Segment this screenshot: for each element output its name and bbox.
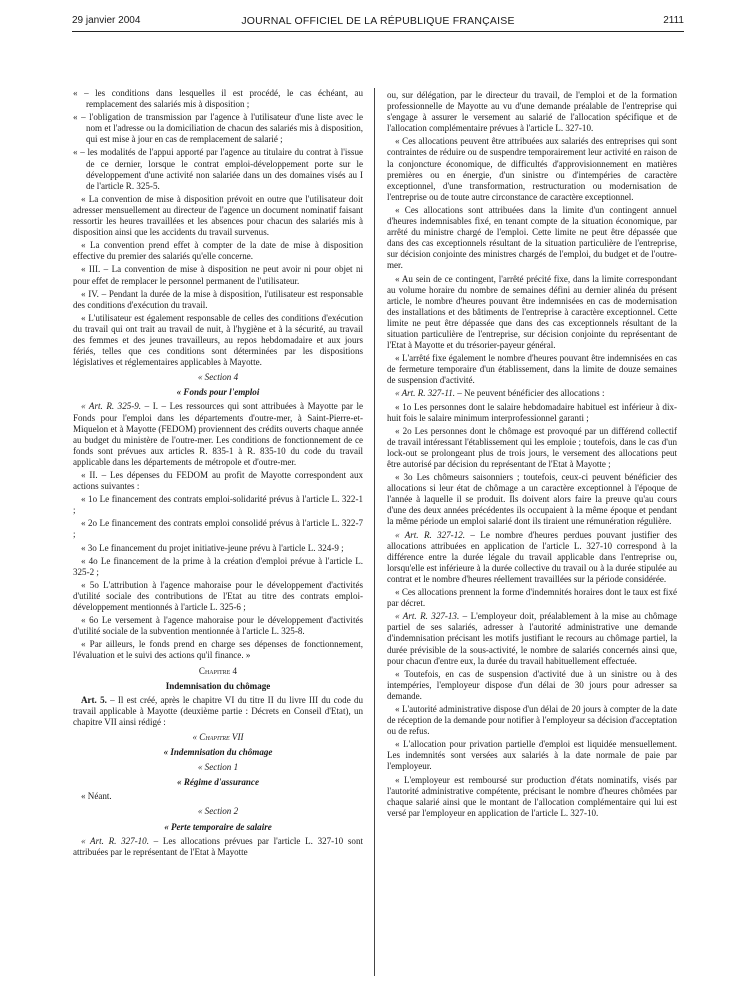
- list-item: « 1o Les personnes dont le salaire hebdomadaire habituel est inférieur à dix-huit fois le salaire minimum interprofessionnel garanti ;: [387, 401, 677, 423]
- paragraph: « Néant.: [81, 791, 112, 802]
- paragraph: « II. – Les dépenses du FEDOM au profit de Mayotte correspondent aux actions suivantes :: [73, 470, 363, 492]
- list-item: « 3o Le financement du projet initiative-jeune prévu à l'article L. 324-9 ;: [81, 542, 344, 553]
- header-journal-title: JOURNAL OFFICIEL DE LA RÉPUBLIQUE FRANÇAISE: [241, 15, 515, 27]
- paragraph: « L'allocation pour privation partielle d'emploi est liquidée mensuellement. Les indemnités sont versées aux salariés à la date normale de paie par l'employeur.: [387, 739, 677, 772]
- paragraph: « Ces allocations prennent la forme d'indemnités horaires dont le taux est fixé par décret.: [387, 587, 677, 609]
- article-paragraph: [387, 611, 677, 666]
- paragraph: « L'autorité administrative dispose d'un délai de 20 jours à compter de la date de réception de la demande pour notifier à l'employeur sa décision d'acceptation ou de refus.: [387, 703, 677, 737]
- article-paragraph: [73, 401, 363, 468]
- article-label: « Art. R. 325-9.: [81, 401, 142, 412]
- article-text: – Il est créé, après le chapitre VI du titre II du livre III du code du travail applicable à Mayotte (deuxième partie : Décrets en Conseil d'Etat), un chapitre VII ainsi rédigé :: [73, 694, 363, 727]
- article-text: – Ne peuvent bénéficier des allocations :: [454, 388, 605, 399]
- article-text: – I. – Les ressources qui sont attribuées à Mayotte par le Fonds pour l'emploi dans les départements d'outre-mer, à Saint-Pierre-et-Miquelon et à Mayotte (FEDOM) proviennent des crédits ouverts chaque année au budget du ministère de l'outre-mer. Les conditions de fonctionnement de ce fonds sont prévues aux articles R. 835-1 à R. 835-10 du code du travail applicable dans les départements de métropole et d'outre-mer.: [73, 401, 363, 467]
- paragraph: « Ces allocations sont attribuées dans la limite d'un contingent annuel d'heures indemnisables fixé, en tenant compte de la situation économique, par arrêté du ministre chargé de l'emploi. Cette limite ne peut être dépassée que dans des cas exceptionnels résultant de la situation particulière de l'entreprise, sur décision conjointe des ministres chargés de l'emploi, du budget et de l'outre-mer.: [387, 204, 677, 271]
- article-paragraph: [387, 530, 677, 585]
- paragraph: « Par ailleurs, le fonds prend en charge ses dépenses de fonctionnement, l'évaluation et le suivi des actions qu'il finance. »: [73, 639, 363, 661]
- section-heading: « Section 2: [197, 806, 239, 817]
- chapter-heading: « Chapitre VII: [192, 731, 244, 742]
- section-title: « Perte temporaire de salaire: [164, 821, 272, 832]
- chapter-title: Indemnisation du chômage: [165, 680, 271, 691]
- article-text: – L'employeur doit, préalablement à la mise au chômage partiel de ses salariés, adresser à l'autorité administrative une demande d'indemnisation précisant les motifs justifiant le recours au chômage partiel, la durée prévisible de la sous-activité, le nombre de salariés concernés ainsi que, pour chacun d'entre eux, la durée du travail habituellement effectuée.: [387, 611, 677, 666]
- article-paragraph: [73, 836, 363, 858]
- section-heading: « Section 4: [197, 372, 239, 383]
- list-item: « 2o Le financement des contrats emploi consolidé prévus à l'article L. 322-7 ;: [73, 518, 363, 540]
- paragraph: « La convention de mise à disposition prévoit en outre que l'utilisateur doit adresser mensuellement au directeur de l'agence un document nominatif faisant ressortir les heures travaillées et les absences pour chacun des salariés mis à disposition ainsi que les accidents du travail survenus.: [73, 193, 363, 238]
- article-paragraph: [387, 388, 677, 399]
- paragraph: « L'arrêté fixe également le nombre d'heures pouvant être indemnisées en cas de fermeture temporaire d'un établissement, dans la limite de douze semaines de suspension d'activité.: [387, 353, 677, 386]
- list-item: « 2o Les personnes dont le chômage est provoqué par un différend collectif de travail intéressant l'établissement qui les emploie ; toutefois, dans le cas d'un lock-out se prolongeant plus de trois jours, le versement des allocations peut être autorisé par décision du représentant de l'Etat à Mayotte ;: [387, 425, 677, 469]
- paragraph: « La convention prend effet à compter de la date de mise à disposition effective du premier des salariés qu'elle concerne.: [73, 240, 363, 262]
- list-item: « – les conditions dans lesquelles il est procédé, le cas échéant, au remplacement des salariés mis à disposition ;: [73, 88, 363, 110]
- paragraph: « Au sein de ce contingent, l'arrêté précité fixe, dans la limite correspondant au volume horaire du nombre de semaines défini au dernier alinéa du présent article, le nombre d'heures pouvant être indemnisées en cas de modernisation des installations et des bâtiments de l'entreprise à caractère exceptionnel. Cette limite ne peut être dépassée que dans des cas exceptionnels résultant de la situation particulière de l'entreprise, sur décision conjointe du représentant de l'Etat à Mayotte et du trésorier-payeur général.: [387, 273, 677, 351]
- paragraph: « III. – La convention de mise à disposition ne peut avoir ni pour objet ni pour effet de remplacer le personnel permanent de l'utilisateur.: [73, 264, 363, 286]
- header-rule: [72, 31, 684, 32]
- list-item: « 6o Le versement à l'agence mahoraise pour le développement d'activités d'utilité sociale de la subvention mentionnée à l'article L. 325-8.: [73, 615, 363, 637]
- page-header: [72, 15, 684, 31]
- list-item: « – l'obligation de transmission par l'agence à l'utilisateur d'une liste avec le nom et l'adresse ou la domiciliation de chacun des salariés mis à disposition, qui est mise à jour en cas de remplacement de salarié ;: [73, 112, 363, 145]
- list-item: « 5o L'attribution à l'agence mahoraise pour le développement d'activités d'utilité sociale des contributions de l'Etat au titre des contrats emploi-développement mentionnés à l'article L. 325-6 ;: [73, 579, 363, 613]
- article-label: « Art. R. 327-12.: [395, 529, 466, 540]
- list-item: « – les modalités de l'appui apporté par l'agence au titulaire du contrat à l'issue de ce dernier, lorsque le contrat emploi-développement porte sur le développement d'une activité non salariée dans un des domaines visés au I de l'article R. 325-5.: [73, 147, 363, 191]
- paragraph: « L'utilisateur est également responsable de celles des conditions d'exécution du travail qui ont trait au travail de nuit, à l'hygiène et à la sécurité, au travail des femmes et des jeunes travailleurs, au repos hebdomadaire et aux jours fériés, telles que ces conditions sont déterminées par les dispositions législatives et réglementaires applicables à Mayotte.: [73, 312, 363, 368]
- list-item: « 3o Les chômeurs saisonniers ; toutefois, ceux-ci peuvent bénéficier des allocations si leur état de chômage a un caractère exceptionnel à l'époque de l'année à laquelle il se produit. Ils doivent alors faire la preuve qu'au cours d'une des deux années précédentes ils occupaient à la même époque et pendant la même période un emploi salarié dont ils tiraient une rémunération régulière.: [387, 472, 677, 527]
- paragraph: ou, sur délégation, par le directeur du travail, de l'emploi et de la formation professionnelle de Mayotte au vu d'une demande préalable de l'entreprise qui s'engage à assurer le versement au salarié de l'allocation spécifique et de l'allocation complémentaire prévues à l'article L. 327-10.: [387, 90, 677, 134]
- article-label: « Art. R. 327-11.: [395, 388, 455, 399]
- paragraph: « L'employeur est remboursé sur production d'états nominatifs, visés par l'autorité administrative compétente, précisant le nombre d'heures chômées par chaque salarié ainsi que le montant de l'allocation complémentaire qui lui est versé par l'employeur en application de l'article L. 327-10.: [387, 774, 677, 818]
- column-divider: [374, 88, 375, 976]
- article-text: – Le nombre d'heures perdues pouvant justifier des allocations attribuées en application de l'article L. 327-10 correspond à la différence entre la durée légale du travail applicable dans l'entreprise ou, lorsqu'elle est inférieure à la durée collective du travail ou à la durée stipulée au contrat et le nombre d'heures réellement travaillées sur la période considérée.: [387, 529, 677, 584]
- left-column: [73, 88, 363, 860]
- chapter-heading: Chapitre 4: [198, 665, 238, 676]
- article-label: « Art. R. 327-13.: [395, 611, 460, 622]
- header-page-number: 2111: [663, 15, 684, 26]
- article-label: « Art. R. 327-10.: [81, 835, 149, 846]
- paragraph: « IV. – Pendant la durée de la mise à disposition, l'utilisateur est responsable des conditions d'exécution du travail.: [73, 288, 363, 310]
- paragraph: « Toutefois, en cas de suspension d'activité due à un sinistre ou à des intempéries, l'employeur dispose d'un délai de 30 jours pour adresser sa demande.: [387, 668, 677, 701]
- header-date: 29 janvier 2004: [72, 15, 141, 26]
- article-label: Art. 5.: [81, 694, 107, 705]
- article-text: – Les allocations prévues par l'article L. 327-10 sont attribuées par le représentant de l'Etat à Mayotte: [73, 835, 363, 857]
- right-column: [387, 90, 677, 821]
- section-title: « Fonds pour l'emploi: [176, 387, 260, 398]
- paragraph: « Ces allocations peuvent être attribuées aux salariés des entreprises qui sont contraintes de réduire ou de suspendre temporairement leur activité en raison de la conjoncture économique, de difficultés d'approvisionnement en matières premières ou en énergie, d'un sinistre ou d'intempéries de caractère exceptionnel, d'une transformation, restructuration ou modernisation de l'entreprise ou de toute autre circonstance de caractère exceptionnel.: [387, 136, 677, 202]
- chapter-title: « Indemnisation du chômage: [163, 747, 273, 758]
- list-item: « 4o Le financement de la prime à la création d'emploi prévue à l'article L. 325-2 ;: [73, 555, 363, 577]
- section-heading: « Section 1: [197, 762, 239, 773]
- list-item: « 1o Le financement des contrats emploi-solidarité prévus à l'article L. 322-1 ;: [73, 494, 363, 516]
- section-title: « Régime d'assurance: [177, 777, 259, 788]
- article-paragraph: [73, 695, 363, 728]
